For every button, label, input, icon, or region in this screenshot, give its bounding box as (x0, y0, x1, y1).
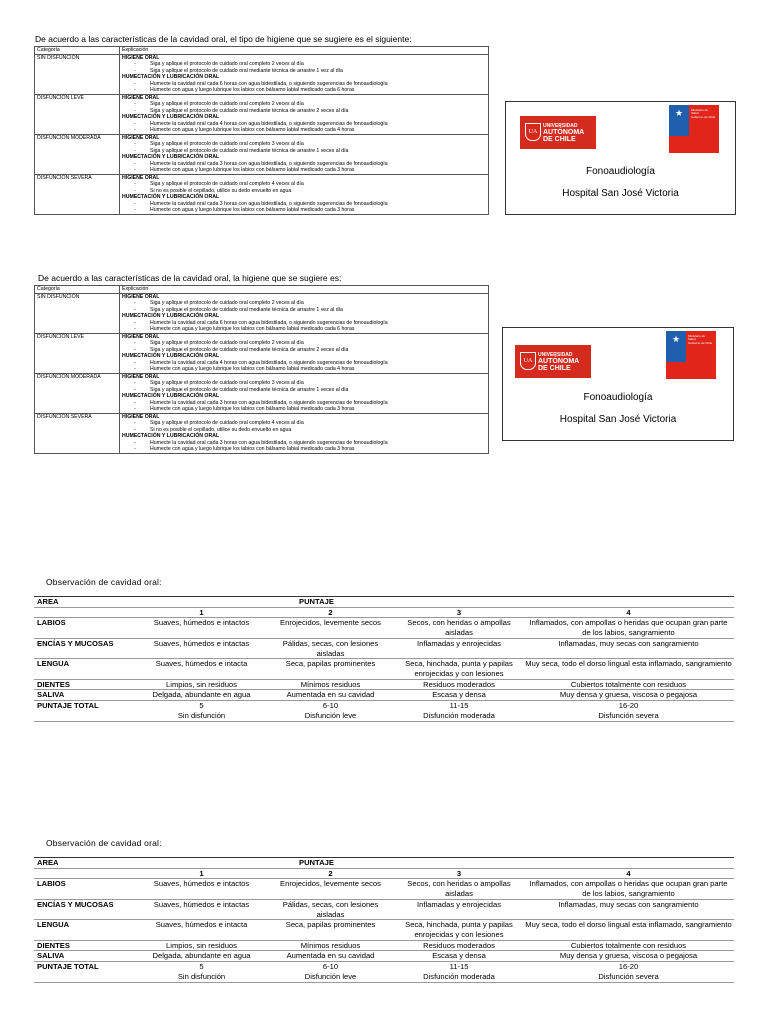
section-heading: HUMECTACIÓN Y LUBRICACIÓN ORAL (122, 433, 220, 439)
category-cell: SIN DISFUNCIÓN (35, 54, 120, 94)
total-category: Sin disfunción (177, 971, 226, 981)
section-heading: HUMECTACIÓN Y LUBRICACIÓN ORAL (122, 154, 220, 160)
list-item: - Siga y aplique el protocolo de cuidado oral mediante técnica de arrastre 2 veces al día (122, 347, 486, 354)
explanation-cell (120, 94, 489, 134)
observation-table-1 (34, 596, 734, 722)
total-category: Sin disfunción (177, 710, 226, 720)
category-cell: DISFUNCIÓN LEVE (35, 333, 120, 373)
score-cell: Muy seca, todo el dorso lingual esta inflamado, sangramiento (523, 659, 734, 679)
score-cell: Mínimos residuos (266, 679, 395, 690)
section-heading: HIGIENE ORAL (122, 293, 160, 300)
table-row (35, 293, 489, 333)
section-heading: HUMECTACIÓN Y LUBRICACIÓN ORAL (122, 74, 220, 80)
score-cell: Enrojecidos, levemente secos (266, 618, 395, 638)
score-cell: Secos, con heridas o ampollas aisladas (395, 618, 523, 638)
table-header (35, 47, 489, 55)
table-row (34, 679, 734, 690)
score-cell: Seca, hinchada, punta y papilas enrojecidas y con lesiones (395, 659, 523, 679)
gov-line-3: Gobierno de Chile (688, 340, 713, 345)
university-logo (515, 345, 591, 378)
score-header: PUNTAJE (137, 858, 734, 869)
table-row (34, 920, 734, 940)
score-cell: Delgada, abundante en agua (137, 690, 266, 701)
table-row (35, 333, 489, 373)
section-heading: HIGIENE ORAL (122, 94, 160, 101)
university-name (543, 123, 584, 143)
total-label: PUNTAJE TOTAL (34, 962, 137, 982)
list-item: - Humecte la cavidad oral cada 4 horas con agua bidestilada, o siguiendo sugerencias de fonoaudiología (122, 121, 486, 128)
score-cell: Limpios, sin residuos (137, 679, 266, 690)
total-range: 16-20 (618, 701, 639, 711)
score-cell: Inflamadas y enrojecidas (395, 638, 523, 658)
ua-line-3: DE CHILE (543, 136, 576, 143)
total-cell (137, 701, 266, 721)
gov-line-2: Salud (691, 111, 699, 116)
section-heading: HIGIENE ORAL (122, 413, 160, 420)
unit-name: Fonoaudiología (586, 166, 655, 177)
hygiene-title-1: De acuerdo a las características de la cavidad oral, el tipo de higiene que se sugiere es el siguiente: (35, 34, 412, 44)
table-row (34, 858, 734, 869)
area-cell: ENCÍAS Y MUCOSAS (34, 638, 137, 658)
list-item: - Humecte con agua y luego lubrique los labios con bálsamo labial medicado cada 3 horas (122, 406, 486, 413)
area-header: AREA (34, 597, 137, 608)
table-row (35, 94, 489, 134)
score-cell: Residuos moderados (395, 940, 523, 951)
list-item: - Siga y aplique el protocolo de cuidado oral completo 4 veces al día (122, 181, 486, 188)
list-item: - Siga y aplique el protocolo de cuidado oral completo 3 veces al día (122, 380, 486, 387)
table-row (34, 868, 734, 879)
table-row (35, 373, 489, 413)
observation-title-2: Observación de cavidad oral: (46, 838, 162, 848)
header-category: Categoría (35, 47, 120, 55)
area-cell: LABIOS (34, 879, 137, 899)
list-item: - Humecte con agua y luego lubrique los labios con bálsamo labial medicado cada 3 horas (122, 167, 486, 174)
score-cell: Aumentada en su cavidad (266, 951, 395, 962)
score-cell: Suaves, húmedos e intactos (137, 879, 266, 899)
score-cell: Escasa y densa (395, 951, 523, 962)
list-item: - Siga y aplique el protocolo de cuidado oral mediante técnica de arrastre 2 veces al día (122, 108, 486, 115)
score-cell: Delgada, abundante en agua (137, 951, 266, 962)
list-item: - Siga y aplique el protocolo de cuidado oral mediante técnica de arrastre 1 vez al día (122, 307, 486, 314)
list-item: - Humecte con agua y luego lubrique los labios con bálsamo labial medicado cada 4 horas (122, 127, 486, 134)
ministry-text (688, 335, 712, 345)
unit-name: Fonoaudiología (583, 392, 653, 403)
score-column-header: 2 (266, 607, 395, 618)
logo-card (505, 101, 736, 215)
table-row (34, 638, 734, 658)
list-item: - Humecte con agua y luego lubrique los labios con bálsamo labial medicado cada 3 horas (122, 446, 486, 453)
total-category: Disfunción moderada (423, 971, 495, 981)
section-heading: HIGIENE ORAL (122, 134, 160, 141)
score-cell: Inflamadas y enrojecidas (395, 899, 523, 919)
ministry-logo (669, 105, 719, 153)
table-header (35, 286, 489, 294)
score-column-header: 4 (523, 868, 734, 879)
total-cell (137, 962, 266, 982)
total-cell (523, 962, 734, 982)
empty-cell (34, 607, 137, 618)
list-item: - Siga y aplique el protocolo de cuidado oral completo 4 veces al día (122, 420, 486, 427)
category-cell: DISFUNCIÓN MODERADA (35, 373, 120, 413)
score-column-header: 4 (523, 607, 734, 618)
total-range: 6-10 (322, 701, 339, 711)
category-cell: DISFUNCIÓN MODERADA (35, 134, 120, 174)
area-cell: LENGUA (34, 920, 137, 940)
list-item: - Si no es posible el cepillado, utilice su dedo envuelto en agua (122, 427, 486, 434)
score-column-header: 2 (266, 868, 395, 879)
table-row (34, 659, 734, 679)
table-row (34, 879, 734, 899)
table-row (34, 701, 734, 721)
star-icon: ★ (671, 334, 681, 344)
ua-emblem: UA (520, 352, 536, 370)
header-explanation: Explicación (120, 286, 489, 294)
hygiene-title-2: De acuerdo a las características de la cavidad oral, la higiene que se sugiere es: (38, 273, 342, 283)
total-range: 5 (199, 962, 204, 972)
table-row (35, 413, 489, 453)
empty-cell (34, 868, 137, 879)
list-item: - Humecte con agua y luego lubrique los labios con bálsamo labial medicado cada 6 horas (122, 326, 486, 333)
table-row (34, 899, 734, 919)
score-cell: Suaves, húmedos e intacta (137, 659, 266, 679)
area-cell: ENCÍAS Y MUCOSAS (34, 899, 137, 919)
star-icon: ★ (674, 108, 684, 118)
area-header: AREA (34, 858, 137, 869)
total-category: Disfunción moderada (423, 710, 495, 720)
list-item: - Humecte con agua y luego lubrique los labios con bálsamo labial medicado cada 6 horas (122, 87, 486, 94)
total-range: 11-15 (449, 962, 469, 972)
total-range: 11-15 (449, 701, 469, 711)
list-item: - Humecte con agua y luego lubrique los labios con bálsamo labial medicado cada 4 horas (122, 366, 486, 373)
table-row (35, 134, 489, 174)
score-cell: Mínimos residuos (266, 940, 395, 951)
observation-table-2 (34, 857, 734, 983)
hospital-name: Hospital San José Victoria (559, 414, 677, 425)
score-cell: Suaves, húmedos e intactos (137, 618, 266, 638)
explanation-cell (120, 373, 489, 413)
total-cell (395, 701, 523, 721)
category-cell: DISFUNCIÓN LEVE (35, 94, 120, 134)
score-cell: Cubiertos totalmente con residuos (523, 679, 734, 690)
score-cell: Pálidas, secas, con lesiones aisladas (266, 638, 395, 658)
header-explanation: Explicación (120, 47, 489, 55)
list-item: - Humecte la cavidad oral cada 3 horas con agua bidestilada, o siguiendo sugerencias de fonoaudiología (122, 400, 486, 407)
score-cell: Inflamados, con ampollas o heridas que ocupan gran parte de los labios, sangramiento (523, 618, 734, 638)
ua-line-2: AUTÓNOMA (543, 129, 585, 136)
score-cell: Suaves, húmedos e intactas (137, 638, 266, 658)
list-item: - Siga y aplique el protocolo de cuidado oral completo 2 veces al día (122, 300, 486, 307)
score-cell: Inflamadas, muy secas con sangramiento (523, 899, 734, 919)
score-cell: Enrojecidos, levemente secos (266, 879, 395, 899)
category-cell: SIN DISFUNCIÓN (35, 293, 120, 333)
total-label: PUNTAJE TOTAL (34, 701, 137, 721)
score-cell: Inflamadas, muy secas con sangramiento (523, 638, 734, 658)
total-range: 6-10 (322, 962, 339, 972)
score-cell: Seca, papilas prominentes (266, 920, 395, 940)
ua-line-1: UNIVERSIDAD (538, 352, 573, 358)
score-cell: Residuos moderados (395, 679, 523, 690)
table-row (35, 54, 489, 94)
table-row (34, 962, 734, 982)
list-item: - Siga y aplique el protocolo de cuidado oral mediante técnica de arrastre 1 veces al día (122, 387, 486, 394)
explanation-cell (120, 174, 489, 214)
score-cell: Seca, papilas prominentes (266, 659, 395, 679)
area-cell: DIENTES (34, 940, 137, 951)
score-column-header: 1 (137, 607, 266, 618)
score-cell: Seca, hinchada, punta y papilas enrojecidas y con lesiones (395, 920, 523, 940)
score-cell: Inflamados, con ampollas o heridas que ocupan gran parte de los labios, sangramiento (523, 879, 734, 899)
list-item: - Siga y aplique el protocolo de cuidado oral completo 2 veces al día (122, 61, 486, 68)
total-cell (266, 962, 395, 982)
score-column-header: 1 (137, 868, 266, 879)
section-heading: HIGIENE ORAL (122, 373, 160, 380)
explanation-cell (120, 134, 489, 174)
table-row (34, 690, 734, 701)
ua-line-3: DE CHILE (538, 365, 571, 372)
table-row (34, 940, 734, 951)
explanation-cell (120, 413, 489, 453)
observation-title-1: Observación de cavidad oral: (46, 577, 162, 587)
score-cell: Muy densa y gruesa, viscosa o pegajosa (523, 951, 734, 962)
score-header: PUNTAJE (137, 597, 734, 608)
table-row (34, 607, 734, 618)
table-row (35, 174, 489, 214)
total-category: Disfunción leve (304, 971, 357, 981)
list-item: - Humecte la cavidad oral cada 3 horas con agua bidestilada, o siguiendo sugerencias de fonoaudiología (122, 440, 486, 447)
score-column-header: 3 (395, 607, 523, 618)
category-cell: DISFUNCIÓN SEVERA (35, 174, 120, 214)
score-cell: Suaves, húmedos e intactas (137, 899, 266, 919)
explanation-cell (120, 333, 489, 373)
total-cell (266, 701, 395, 721)
category-cell: DISFUNCIÓN SEVERA (35, 413, 120, 453)
hygiene-table-2 (34, 285, 489, 454)
section-heading: HUMECTACIÓN Y LUBRICACIÓN ORAL (122, 313, 220, 319)
list-item: - Humecte la cavidad oral cada 3 horas con agua bidestilada, o siguiendo sugerencias de fonoaudiología (122, 201, 486, 208)
explanation-cell (120, 293, 489, 333)
ua-emblem: UA (525, 123, 541, 141)
score-cell: Suaves, húmedos e intacta (137, 920, 266, 940)
score-cell: Secos, con heridas o ampollas aisladas (395, 879, 523, 899)
area-cell: LENGUA (34, 659, 137, 679)
total-category: Disfunción severa (598, 710, 659, 720)
score-cell: Muy densa y gruesa, viscosa o pegajosa (523, 690, 734, 701)
table-row (34, 618, 734, 638)
list-item: - Humecte con agua y luego lubrique los labios con bálsamo labial medicado cada 3 horas (122, 207, 486, 214)
ua-line-2: AUTÓNOMA (538, 358, 580, 365)
gov-line-1: Ministerio de (691, 108, 709, 112)
ministry-text (691, 109, 715, 119)
total-cell (523, 701, 734, 721)
ministry-logo (666, 331, 716, 379)
list-item: - Siga y aplique el protocolo de cuidado oral completo 2 veces al día (122, 101, 486, 108)
header-category: Categoría (35, 286, 120, 294)
ua-line-1: UNIVERSIDAD (543, 123, 578, 129)
section-heading: HIGIENE ORAL (122, 174, 160, 181)
gov-line-3: Gobierno de Chile (691, 114, 716, 119)
table-row (34, 951, 734, 962)
list-item: - Siga y aplique el protocolo de cuidado oral mediante técnica de arrastre 1 vez al día (122, 68, 486, 75)
list-item: - Humecte la cavidad oral cada 3 horas con agua bidestilada, o siguiendo sugerencias de fonoaudiología (122, 161, 486, 168)
total-range: 16-20 (618, 962, 639, 972)
hygiene-table-1 (34, 46, 489, 215)
explanation-cell (120, 54, 489, 94)
total-category: Disfunción leve (304, 710, 357, 720)
total-range: 5 (199, 701, 204, 711)
section-heading: HUMECTACIÓN Y LUBRICACIÓN ORAL (122, 114, 220, 120)
list-item: - Humecte la cavidad oral cada 4 horas con agua bidestilada, o siguiendo sugerencias de fonoaudiología (122, 360, 486, 367)
list-item: - Siga y aplique el protocolo de cuidado oral completo 2 veces al día (122, 340, 486, 347)
score-cell: Aumentada en su cavidad (266, 690, 395, 701)
table-row (34, 597, 734, 608)
score-cell: Cubiertos totalmente con residuos (523, 940, 734, 951)
area-cell: SALIVA (34, 690, 137, 701)
score-column-header: 3 (395, 868, 523, 879)
gov-line-1: Ministerio de (688, 334, 706, 338)
area-cell: SALIVA (34, 951, 137, 962)
section-heading: HUMECTACIÓN Y LUBRICACIÓN ORAL (122, 194, 220, 200)
area-cell: LABIOS (34, 618, 137, 638)
list-item: - Humecte la cavidad oral cada 6 horas con agua bidestilada, o siguiendo sugerencias de fonoaudiología (122, 81, 486, 88)
hospital-name: Hospital San José Victoria (562, 188, 679, 199)
score-cell: Limpios, sin residuos (137, 940, 266, 951)
university-name (538, 352, 579, 372)
gov-line-2: Salud (688, 337, 696, 342)
list-item: - Humecte la cavidad oral cada 6 horas con agua bidestilada, o siguiendo sugerencias de fonoaudiología (122, 320, 486, 327)
list-item: - Siga y aplique el protocolo de cuidado oral mediante técnica de arrastre 1 veces al día (122, 148, 486, 155)
list-item: - Si no es posible el cepillado, utilice su dedo envuelto en agua (122, 188, 486, 195)
logo-card-2 (502, 327, 734, 441)
section-heading: HIGIENE ORAL (122, 333, 160, 340)
section-heading: HIGIENE ORAL (122, 54, 160, 61)
score-cell: Muy seca, todo el dorso lingual esta inflamado, sangramiento (523, 920, 734, 940)
university-logo (520, 116, 596, 149)
section-heading: HUMECTACIÓN Y LUBRICACIÓN ORAL (122, 393, 220, 399)
score-cell: Escasa y densa (395, 690, 523, 701)
total-category: Disfunción severa (598, 971, 659, 981)
area-cell: DIENTES (34, 679, 137, 690)
score-cell: Pálidas, secas, con lesiones aisladas (266, 899, 395, 919)
section-heading: HUMECTACIÓN Y LUBRICACIÓN ORAL (122, 353, 220, 359)
total-cell (395, 962, 523, 982)
list-item: - Siga y aplique el protocolo de cuidado oral completo 3 veces al día (122, 141, 486, 148)
